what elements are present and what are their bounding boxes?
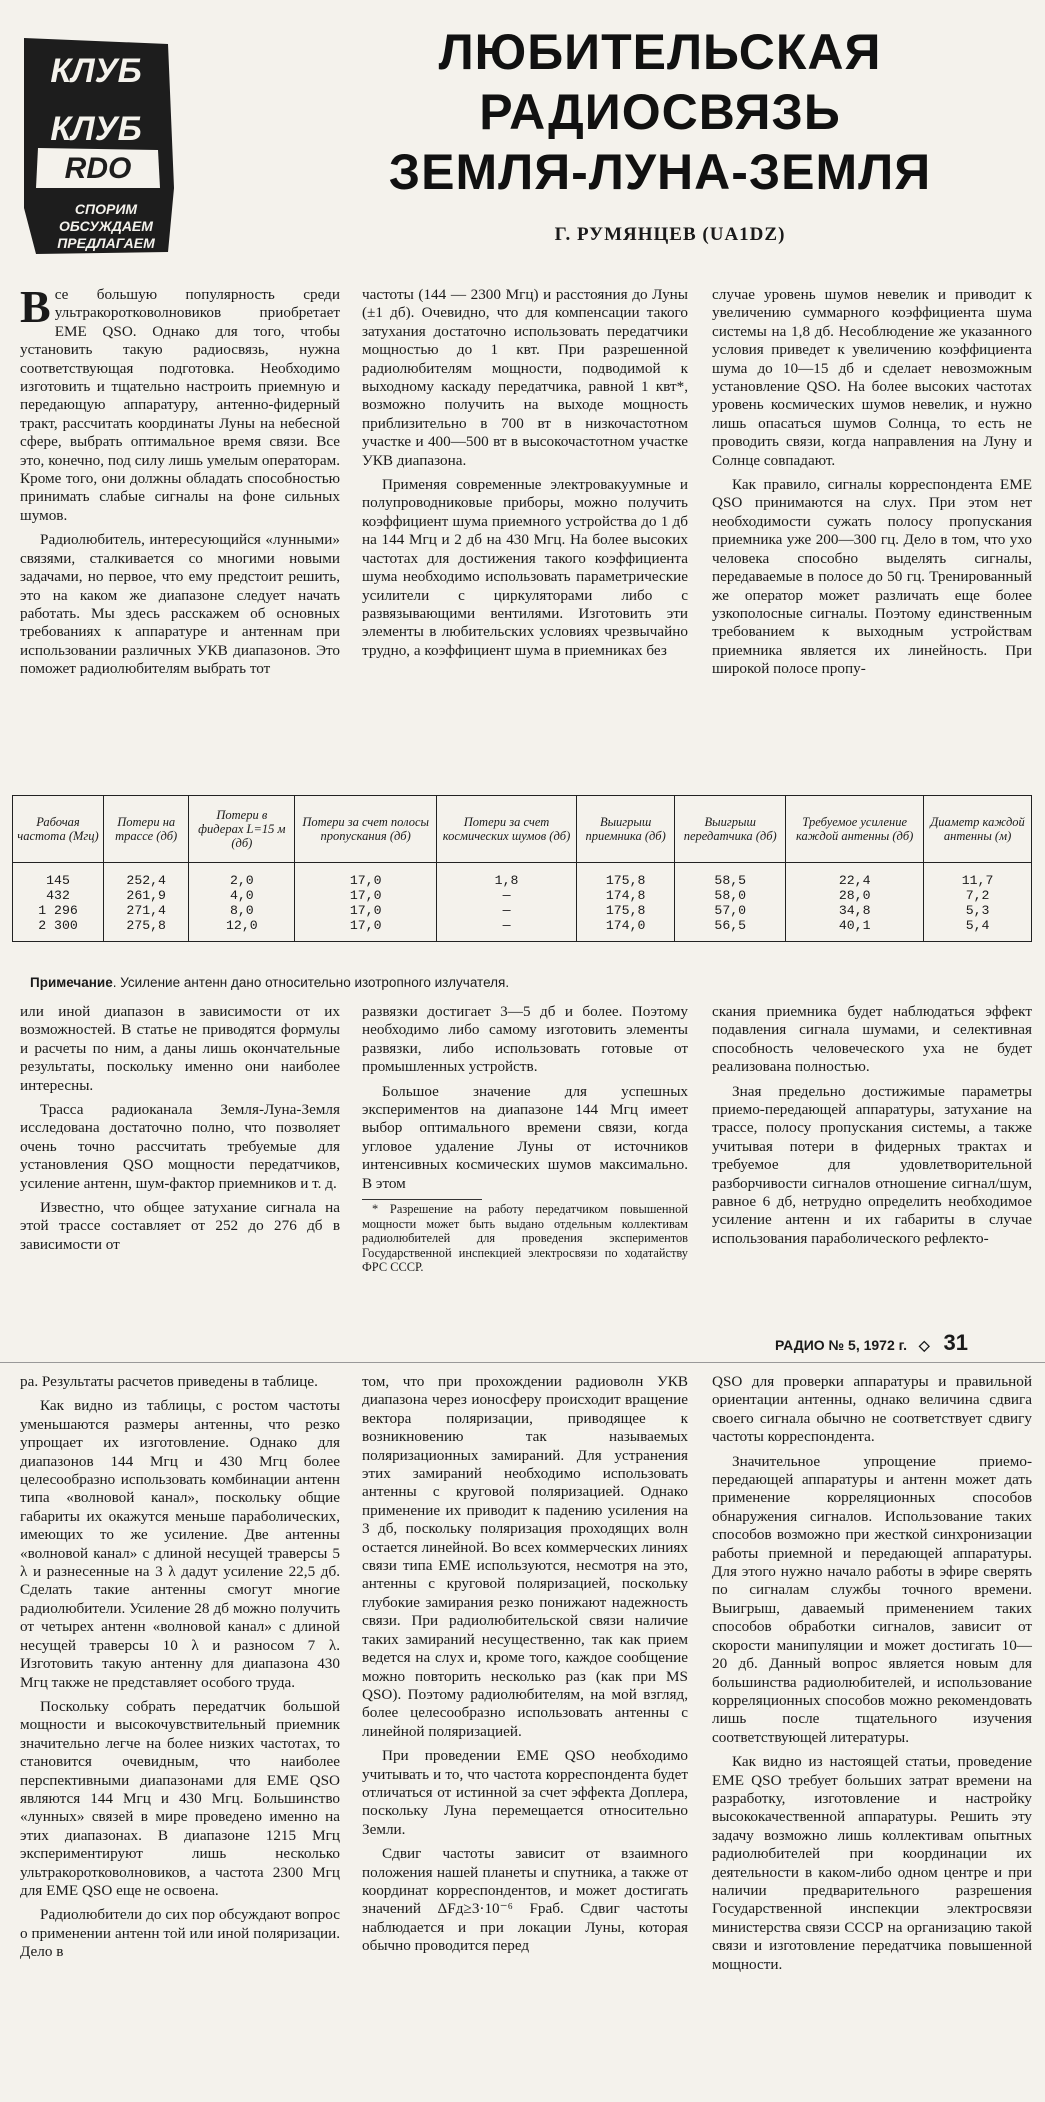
logo-bottom-letters: КЛУБ — [50, 110, 142, 148]
table-row — [13, 888, 1032, 903]
table-cell: 17,0 — [295, 863, 437, 889]
table-cell: 175,8 — [577, 863, 675, 889]
table-cell: — — [437, 918, 577, 942]
page-number: 31 — [943, 1330, 969, 1355]
paragraph: При проведении EME QSO необходимо учитывать и то, что частота корреспондента будет отличаться от истинной за счет эффекта Доплера, поскольку Луна перемещается относительно Земли. — [362, 1747, 688, 1838]
paragraph: скания приемника будет наблюдаться эффект подавления сигнала шумами, и селективная способность человеческого уха не будет реализована полностью. — [712, 1003, 1032, 1076]
table-cell: 22,4 — [786, 863, 924, 889]
table-cell: 145 — [13, 863, 104, 889]
table-header-cell: Потери на трассе (дб) — [104, 796, 189, 863]
logo-tagline-3: ПРЕДЛАГАЕМ — [57, 235, 155, 251]
table-cell: 58,5 — [675, 863, 786, 889]
table-cell: 432 — [13, 888, 104, 903]
table-cell: 11,7 — [924, 863, 1032, 889]
club-logo — [18, 38, 178, 254]
page-divider — [0, 1362, 1045, 1363]
logo-tagline-2: ОБСУЖДАЕМ — [59, 218, 153, 234]
middle-column-2 — [362, 1003, 688, 1281]
top-column-2 — [362, 286, 688, 666]
results-table — [12, 795, 1032, 942]
table-row — [13, 863, 1032, 889]
table-row — [13, 918, 1032, 942]
table-cell: 1 296 — [13, 903, 104, 918]
paragraph: Поскольку собрать передатчик большой мощности и высокочувствительный приемник значительно легче на более низких частотах, то становится очевидным, что наиболее перспективными диапазонами для EME QSO являются 144 Мгц и 430 Мгц. Большинство «лунных» связей в мире проведено именно на этих диапазонах. В диапазоне 1215 Мгц экспериментируют лишь несколько ультракоротковолновиков, а частота 2300 Мгц для EME QSO еще не освоена. — [20, 1697, 340, 1899]
paragraph: случае уровень шумов невелик и приводит к увеличению суммарного коэффициента шума системы на 1,8 дб. Несоблюдение же указанного условия приведет к увеличению коэффициента шума до 10—15 дб и сделает невозможным установление QSO. На более высоких частотах уровень космических шумов невелик, и нужно лишь опасаться шумов Солнца, то есть не проводить связи, когда направления на Луну и Солнце совпадают. — [712, 286, 1032, 469]
table-cell: 2,0 — [189, 863, 295, 889]
title-line-3: ЗЕМЛЯ-ЛУНА-ЗЕМЛЯ — [388, 144, 932, 200]
table-cell: 4,0 — [189, 888, 295, 903]
paragraph: Радиолюбитель, интересующийся «лунными» связями, сталкивается со многими новыми задачами, но первое, что ему предстоит решить, это на каком же диапазоне следует начать работать. Мы здесь расскажем об основных требованиях к аппаратуре и антеннам при использовании различных УКВ диапазонов. Это поможет радиолюбителям выбрать тот — [20, 531, 340, 678]
title-line-1: ЛЮБИТЕЛЬСКАЯ — [438, 24, 882, 80]
table-header-row — [13, 796, 1032, 863]
table-header-cell: Требуемое усиление каждой антенны (дб) — [786, 796, 924, 863]
footer-magazine: РАДИО № 5, 1972 г. — [775, 1337, 907, 1353]
table-cell: 7,2 — [924, 888, 1032, 903]
table-note — [30, 975, 930, 990]
paragraph: Известно, что общее затухание сигнала на этой трассе составляет от 252 до 276 дб в зависимости от — [20, 1199, 340, 1253]
table-cell: 275,8 — [104, 918, 189, 942]
table-cell: 34,8 — [786, 903, 924, 918]
paragraph: Радиолюбители до сих пор обсуждают вопрос о применении антенн той или иной поляризации. Дело в — [20, 1906, 340, 1961]
top-column-3 — [712, 286, 1032, 685]
paragraph: развязки достигает 3—5 дб и более. Поэтому необходимо либо самому изготовить элементы развязки, либо использовать готовые от промышленных устройств. — [362, 1003, 688, 1076]
table-header-cell: Диаметр каждой антенны (м) — [924, 796, 1032, 863]
paragraph: ра. Результаты расчетов приведены в таблице. — [20, 1373, 318, 1390]
footnote-rule — [362, 1199, 482, 1200]
middle-column-3 — [712, 1003, 1032, 1254]
paragraph: QSO для проверки аппаратуры и правильной ориентации антенны, однако величина сдвига своего сигнала обычно не соответствует сдвигу частоты корреспондента. — [712, 1373, 1032, 1446]
title-line-2: РАДИОСВЯЗЬ — [479, 84, 841, 140]
article-author: Г. РУМЯНЦЕВ (UA1DZ) — [554, 224, 786, 245]
paragraph: Зная предельно достижимые параметры приемо-передающей аппаратуры, затухание на трассе, полосу пропускания системы, а также учитывая потери в фидерных трактах и требуемое для удовлетворительной разборчивости сигналов отношение сигнал/шум, равное 6 дб, нетрудно определить необходимое усиление антенн и их габариты в случае использования параболического рефлекто- — [712, 1082, 1032, 1247]
paragraph: Как видно из настоящей статьи, проведение EME QSO требует больших затрат времени на разработку, изготовление и настройку высококачественной аппаратуры. Решить эту задачу возможно лишь коллективам опытных радиолюбителей при координации их деятельности в каком-либо одном центре и при наличии предварительного разрешения Государственной инспекции электросвязи министерства связи СССР на организацию такой связи и изготовление передатчика повышенной мощности. — [712, 1753, 1032, 1973]
table-cell: 17,0 — [295, 888, 437, 903]
diamond-icon: ◇ — [918, 1337, 930, 1353]
logo-top-letters: КЛУБ — [50, 52, 142, 90]
article-title — [300, 22, 1020, 202]
table-header-cell: Выигрыш приемника (дб) — [577, 796, 675, 863]
table-cell: 5,3 — [924, 903, 1032, 918]
paragraph-text: се большую популярность среди ультракоротковолновиков приобретает EME QSO. Однако для того, чтобы установить такую радиосвязь, нужна соответствующая подготовка. Необходимо изготовить и тщательно настроить приемную и передающую аппаратуру, антенно-фидерный тракт, рассчитать координаты Луны на небесной сфере, выбрать оптимальное время связи. Все это, конечно, под силу лишь умелым операторам. Кроме того, они должны обладать способностью принимать слабые сигналы на фоне сильных шумов. — [20, 286, 340, 524]
table-header-cell: Потери за счет полосы пропускания (дб) — [295, 796, 437, 863]
table-row — [13, 903, 1032, 918]
middle-column-1 — [20, 1003, 340, 1260]
table-cell: 40,1 — [786, 918, 924, 942]
table-cell: 17,0 — [295, 903, 437, 918]
drop-cap: В — [20, 281, 51, 332]
table-cell: — — [437, 888, 577, 903]
table-header-cell: Потери за счет космических шумов (дб) — [437, 796, 577, 863]
table-cell: 261,9 — [104, 888, 189, 903]
top-column-1 — [20, 281, 340, 685]
table-cell: 174,8 — [577, 888, 675, 903]
table-note-text: . Усиление антенн дано относительно изотропного излучателя. — [112, 975, 510, 990]
paragraph: частоты (144 — 2300 Мгц) и расстояния до Луны (±1 дб). Очевидно, что для компенсации такого затухания достаточно использовать передатчики мощностью до 1 квт. При разрешенной радиолюбителям мощности, подводимой к выходному каскаду передатчика, равной 1 квт*, возможно получить на выходе мощность приблизительно в 700 вт в низкочастотном участке и 400—500 вт в высокочастотном участке УКВ диапазона. — [362, 286, 688, 469]
paragraph: Трасса радиоканала Земля-Луна-Земля исследована достаточно полно, что позволяет очень точно рассчитать требуемые для установления QSO мощности передатчиков, усиление антенн, шум-фактор приемников и т. д. — [20, 1101, 340, 1192]
page-footer — [775, 1330, 1035, 1356]
bottom-column-3 — [712, 1373, 1032, 1980]
table-cell: 252,4 — [104, 863, 189, 889]
table-cell: 2 300 — [13, 918, 104, 942]
table-header-cell: Рабочая частота (Мгц) — [13, 796, 104, 863]
table-cell: 17,0 — [295, 918, 437, 942]
table-note-label: Примечание — [30, 975, 113, 990]
table-cell: 174,0 — [577, 918, 675, 942]
table-cell: 271,4 — [104, 903, 189, 918]
table-cell: 175,8 — [577, 903, 675, 918]
bottom-column-1 — [20, 1373, 340, 1968]
logo-rdo: RDO — [64, 152, 132, 185]
paragraph: том, что при прохождении радиоволн УКВ диапазона через ионосферу происходит вращение вектора поляризации, приводящее к возникновению так называемых поляризационных замираний. Для устранения этих замираний необходимо использовать антенны с круговой поляризацией. Однако применение их приводит к падению усиления на 3 дб, поскольку поляризация проходящих волн остается линейной. Во всех коммерческих линиях связи типа EME используются, несмотря на это, антенны с круговой поляризацией, поскольку глубокие замирания резко понижают надежность связи. При радиолюбительской связи наличие таких замираний несущественно, так как прием ведется на слух и, кроме того, каждое сообщение можно повторить несколько раз (как при MS QSO). Поэтому радиолюбителям, на мой взгляд, более целесообразно использовать антенны с линейной поляризацией. — [362, 1373, 688, 1740]
table-cell: 8,0 — [189, 903, 295, 918]
paragraph: Применяя современные электровакуумные и полупроводниковые приборы, можно получить коэффициент шума приемного устройства до 1 дб на 144 Мгц и 2 дб на 430 Мгц. На более высоких частотах для достижения такого коэффициента шума необходимо использовать параметрические усилители с циркуляторами либо с развязывающими вентилями. Изготовить эти элементы в любительских условиях чрезвычайно трудно, а коэффициент шума в приемниках без — [362, 476, 688, 659]
logo-tagline-1: СПОРИМ — [74, 201, 138, 217]
table-cell: 57,0 — [675, 903, 786, 918]
table-cell: 58,0 — [675, 888, 786, 903]
table-cell: 28,0 — [786, 888, 924, 903]
paragraph — [20, 281, 340, 525]
table-cell: 56,5 — [675, 918, 786, 942]
paragraph: Как правило, сигналы корреспондента EME QSO принимаются на слух. При этом нет необходимости сужать полосу пропускания приемника уже 200—300 гц. Дело в том, что ухо человека способно выделять сигналы, передаваемые в полосе до 50 гц. Тренированный же оператор может различать еще более узкополосные сигналы. Поэтому единственным требованием к выходным устройствам приемника является их линейность. При широкой полосе пропу- — [712, 476, 1032, 678]
table-cell: 12,0 — [189, 918, 295, 942]
bottom-column-2 — [362, 1373, 688, 1962]
table-header-cell: Выигрыш передатчика (дб) — [675, 796, 786, 863]
footnote: * Разрешение на работу передатчиком повышенной мощности может быть выдано отдельным коллективам радиолюбителей для проведения экспериментов Государственной инспекцией электросвязи по ходатайству ФРС СССР. — [362, 1202, 688, 1275]
table-cell: — — [437, 903, 577, 918]
table-cell: 1,8 — [437, 863, 577, 889]
table-cell: 5,4 — [924, 918, 1032, 942]
paragraph: Сдвиг частоты зависит от взаимного положения нашей планеты и спутника, а также от координат корреспондентов, и может достигать значений ΔFд≥3·10⁻⁶ Fраб. Сдвиг частоты наблюдается и при локации Луны, которая обычно проводится перед — [362, 1845, 688, 1955]
paragraph: Как видно из таблицы, с ростом частоты уменьшаются размеры антенны, что резко упрощает их изготовление. Однако для диапазонов 144 Мгц и 430 Мгц более целесообразно использовать комбинации антенн типа «волновой канал», поскольку общие габариты их окажутся меньше параболических, имеющих то же усиление. Две антенны «волновой канал» с длиной несущей траверсы 5 λ и разнесенные на 3 λ дадут усиление 22,5 дб. Сделать такие антенны смогут многие радиолюбители. Усиление 28 дб можно получить от четырех антенн «волновой канал» с длиной несущей траверсы 10 λ и разносом 7 λ. Изготовить такую антенну для диапазона 430 Мгц также не представляет особого труда. — [20, 1397, 340, 1691]
table-header-cell: Потери в фидерах L=15 м (дб) — [189, 796, 295, 863]
paragraph: или иной диапазон в зависимости от их возможностей. В статье не приводятся формулы и расчеты по ним, а даны лишь окончательные результаты, поскольку именно они наиболее интересны. — [20, 1003, 340, 1094]
paragraph: Значительное упрощение приемо-передающей аппаратуры и антенн может дать применение корреляционных способов обнаружения сигналов. Использование таких способов возможно при жесткой синхронизации работы приемной и передающей аппаратуры. Для этого нужно начало работы в эфире сверять по сигналам службы точного времени. Выигрыш, даваемый применением таких способов обработки сигналов, зависит от скорости манипуляции и может достигать 10—20 дб. Данный вопрос является новым для большинства радиолюбителей, и использование корреляционных способов можно рекомендовать лишь после тщательного изучения соответствующей литературы. — [712, 1452, 1032, 1746]
paragraph: Большое значение для успешных экспериментов на диапазоне 144 Мгц имеет выбор оптимального времени связи, когда угловое удаление Луны от источников интенсивных космических шумов максимально. В этом — [362, 1082, 688, 1192]
